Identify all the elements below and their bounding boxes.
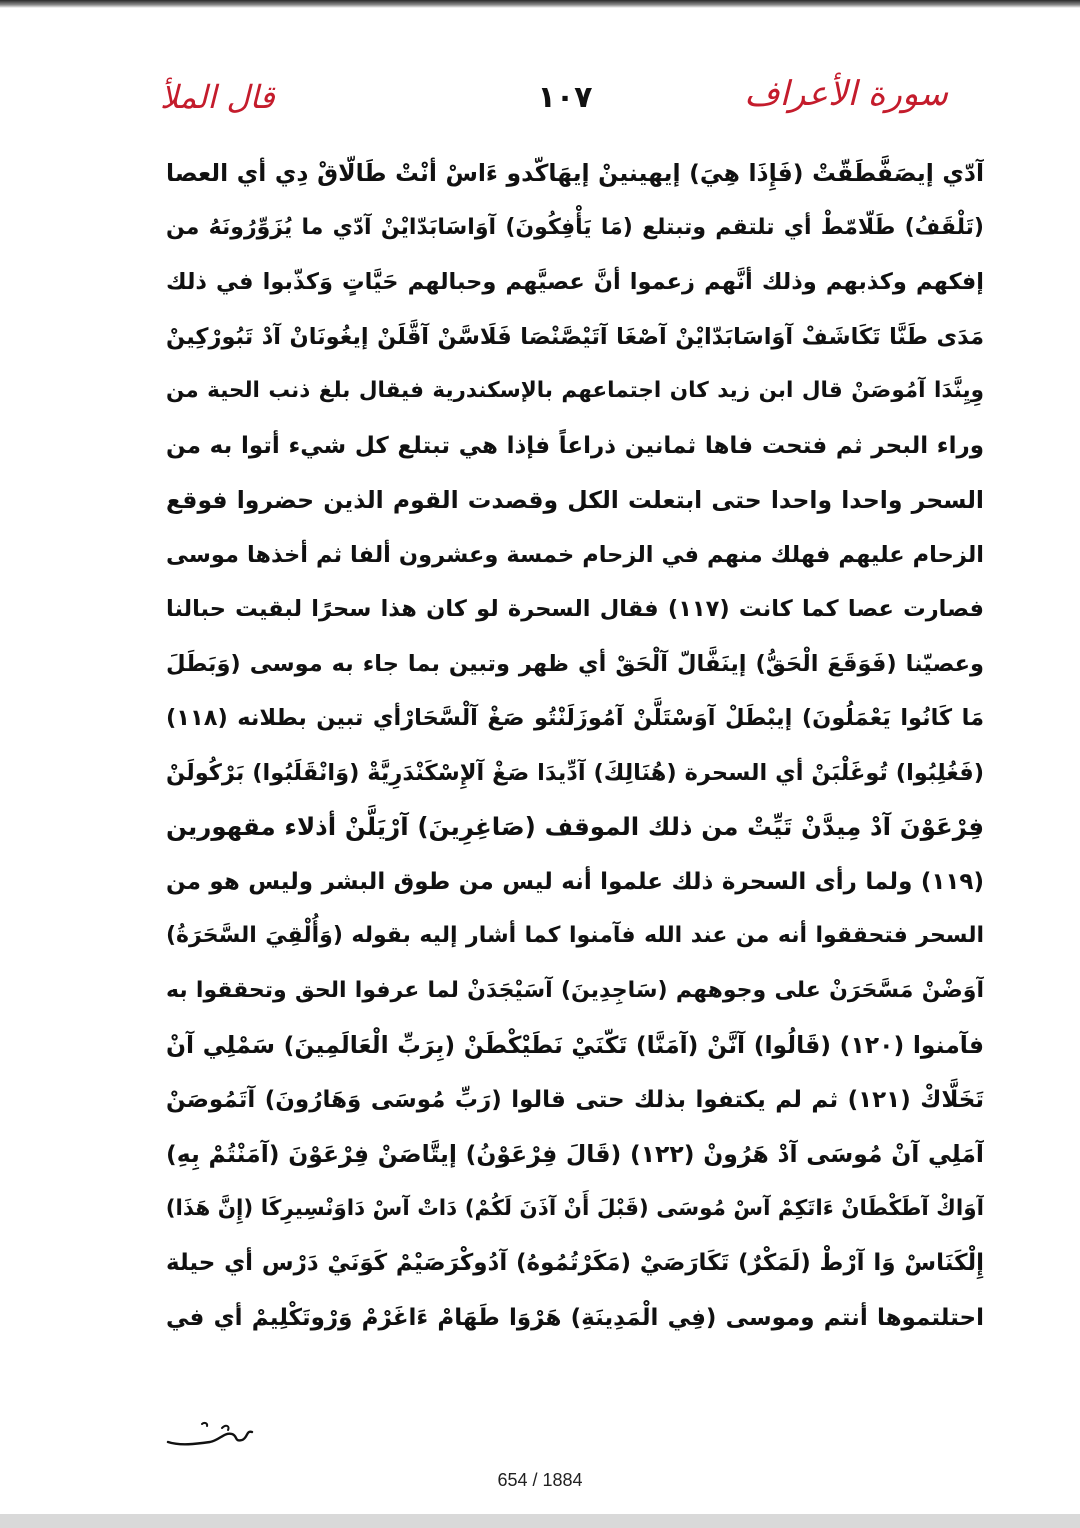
text-line: السحر واحدا واحدا حتى ابتعلت الكل وقصدت القوم الذين حضروا فوقع xyxy=(166,486,984,514)
text-line: آوَاكْ آطَكْطَانْ ءَاتَكِمْ آسْ مُوسَى (قَبْلَ أَنْ آذَنَ لَكُمْ) دَاتْ آسْ دَاوَنْسِيرِكَا (إِنَّ هَذَا) xyxy=(166,1195,984,1221)
text-line: وراء البحر ثم فتحت فاها ثمانين ذراعاً فإذا هي تبتلع كل شيء أتوا به من xyxy=(166,432,984,459)
text-line: (فَغُلِبُوا) تُوغَلْبَنْ أي السحرة (هُنَالِكَ) آدِّيدَا صَغْ آلإِسْكَنْدَرِيَّةْ (وَانْقَلَبُوا) بَرْكُولَنْ xyxy=(166,759,984,786)
text-line: احتلتموها أنتم وموسى (فِي الْمَدِينَةِ) هَرْوَا طَهَامْ ءَاغَرْمْ وَرْوتَكْلِيمْ أي في xyxy=(166,1304,984,1331)
scan-bottom-edge xyxy=(0,1514,1080,1528)
text-line: آدّي إيصَفَّطَقّتْ (فَإِذَا هِيَ) إيهينينْ إيهَاكّدو ءَاسْ أنْتْ طَالّاقْ دِي أي العصا xyxy=(166,159,984,187)
text-line: السحر فتحققوا أنه من عند الله فآمنوا كما أشار إليه بقوله (وَأُلْقِيَ السَّحَرَةُ) xyxy=(166,923,984,948)
text-line: إِلْكَنَاسْ وَا آرْطْ (لَمَكْرٌ) تَكَارَصَيْ (مَكَرْتُمُوهُ) آدُوكْرَصَيْمْ كَوَنَيْ دَرْس أي حيلة xyxy=(166,1250,984,1276)
page-number: ١٠٧ xyxy=(537,80,593,115)
text-line: آوَضْنْ مَسَّحَرَنْ على وجوههم (سَاجِدِينَ) آسَيْجَدَنْ لما عرفوا الحق وتحققوا به xyxy=(166,977,984,1003)
handwritten-section-note: قال الملأ xyxy=(160,78,275,116)
scan-top-edge xyxy=(0,0,1080,8)
text-line: وِيِنَّدَا آمُوصَنْ قال ابن زيد كان اجتماعهم بالإسكندرية فيقال بلغ ذنب الحية من xyxy=(166,378,984,403)
text-line: فصارت عصا كما كانت (١١٧) فقال السحرة لو كان هذا سحرًا لبقيت حبالنا xyxy=(166,596,984,622)
body-text xyxy=(166,146,984,1386)
text-line: (تَلْقَفُ) طَلّامّطْ أي تلتقم وتبتلع (مَا يَأْفِكُونَ) آوَاسَابَدّايْنْ آدّي ما يُزَوِّرُونَهُ من xyxy=(166,214,984,240)
text-line: مَدَى طَنَّا تَكَاشَفْ آوَاسَابَدّايْنْ آصْغَا آتَيْصَّنْصَا فَلَاسَّنْ آقَّلَنْ إيغُونَانْ آدْ تَبُورْكِينْ xyxy=(166,323,984,350)
text-line: فآمنوا (١٢٠) (قَالُوا) آنَّنْ (آمَنَّا) تَكّنَيْ نَطَيْكْطَنْ (بِرَبِّ الْعَالَمِينَ) سَمْلِي آنْ xyxy=(166,1031,984,1059)
signature-mark xyxy=(162,1402,262,1462)
signature-scribble-icon xyxy=(162,1402,262,1462)
text-line: فِرْعَوْنَ آدْ مِيدَّنْ تَيِّتْ من ذلك الموقف (صَاغِرِينَ) آرْيَلَّنْ أذلاء مقهورين xyxy=(166,812,984,841)
pdf-page-indicator: 654 / 1884 xyxy=(497,1470,583,1490)
text-line: الزحام عليهم فهلك منهم في الزحام خمسة وعشرون ألفا ثم أخذها موسى xyxy=(166,541,984,568)
text-line: (١١٩) ولما رأى السحرة ذلك علموا أنه ليس من طوق البشر وليس هو من xyxy=(166,868,984,895)
text-line: وعصيّنا (فَوَقَعَ الْحَقُّ) إينَفَّالّ آلْحَقْ أي ظهر وتبين بما جاء به موسى (وَبَطَلَ xyxy=(166,650,984,677)
text-line: مَا كَانُوا يَعْمَلُونَ) إيبْطَلْ آوَسْتَلَّنْ آمُوزَلَنْتُو صَغْ آلْسَّحَارْأي تبين بطلانه (١١٨) xyxy=(166,705,984,731)
text-line: آمَلِي آنْ مُوسَى آدْ هَرُونْ (١٢٢) (قَالَ فِرْعَوْنُ) إيتَّاصَنْ فِرْعَوْنَ (آمَنْتُمْ بِهِ) xyxy=(166,1140,984,1168)
text-line: تَخَلَّاكْ (١٢١) ثم لم يكتفوا بذلك حتى قالوا (رَبِّ مُوسَى وَهَارُونَ) آتَمُوصَنْ xyxy=(166,1086,984,1113)
text-line: إفكهم وكذبهم وذلك أنَّهم زعموا أنَّ عصيَّهم وحبالهم حَيَّاتٍ وَكذّبوا في ذلك xyxy=(166,269,984,295)
handwritten-surah-note: سورة الأعراف xyxy=(744,74,948,114)
